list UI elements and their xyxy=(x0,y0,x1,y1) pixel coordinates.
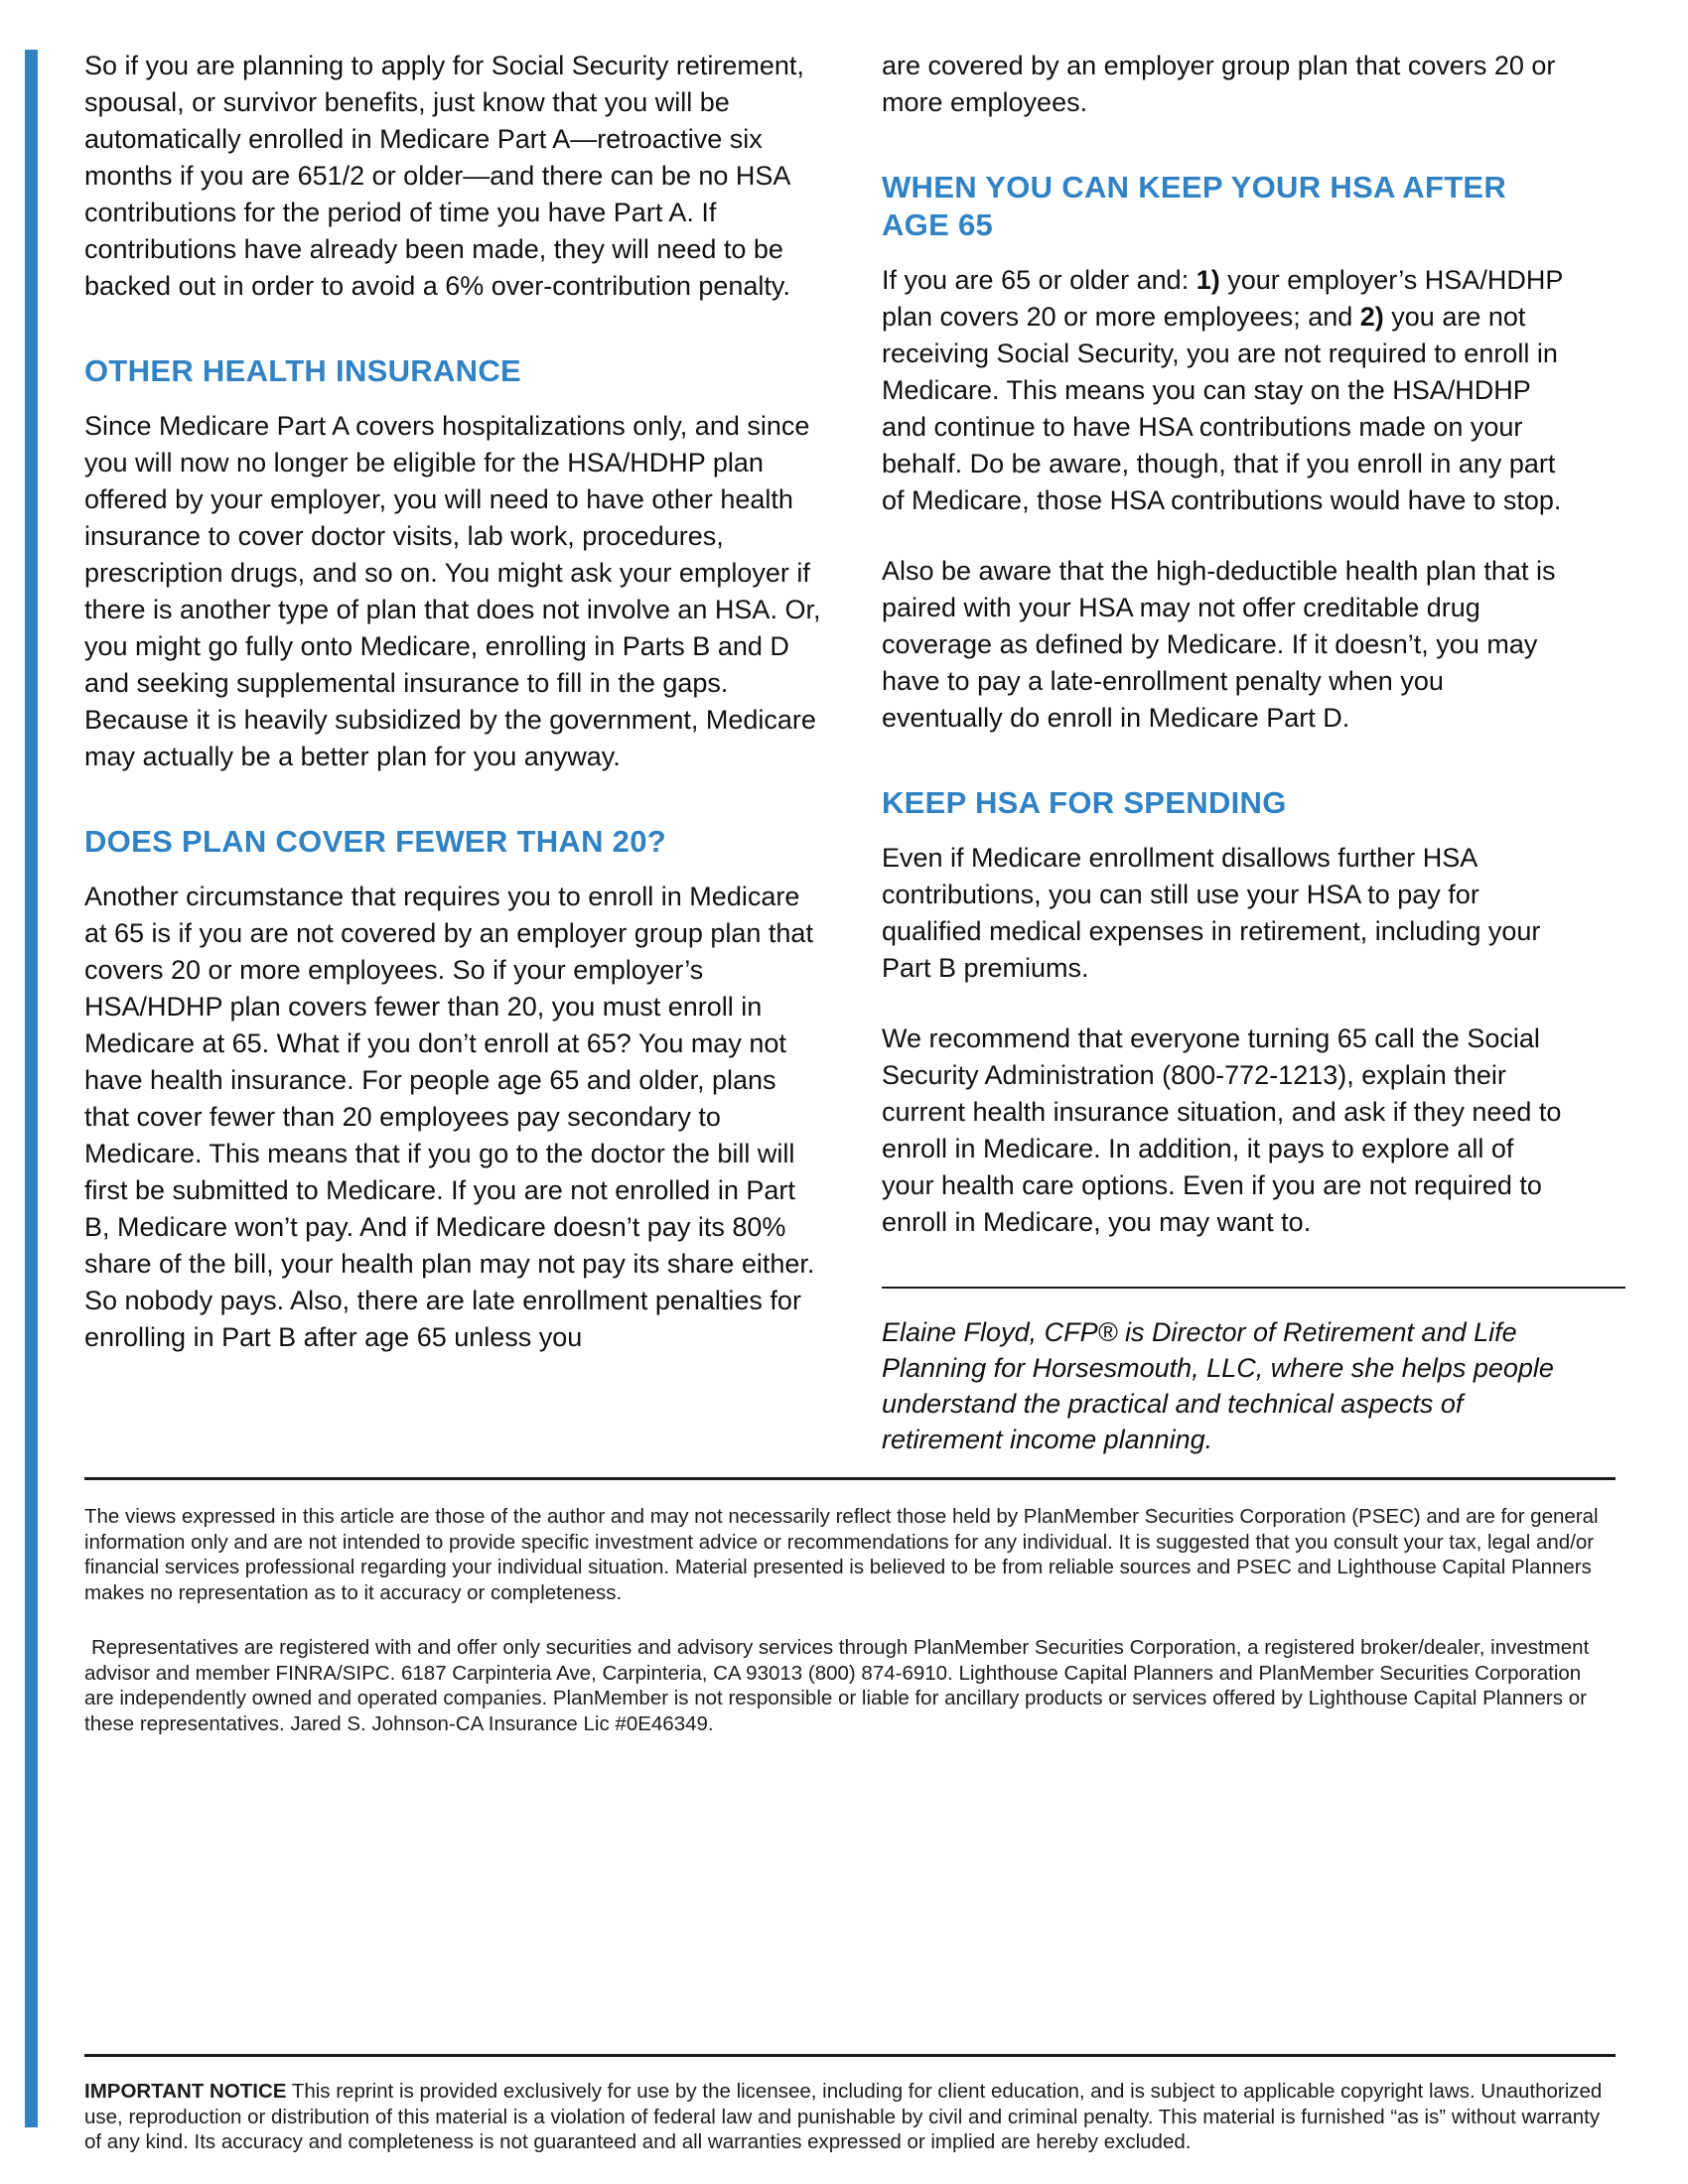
disclaimer-paragraph-views: The views expressed in this article are those of the author and may not necessarily reflect those held by PlanMember Securities Corporation (PSEC) and are for general information only and are not intended to provide specific investment advice or recommendations for any individual. It is suggested that you consult your tax, legal and/or financial services professional regarding your individual situation. Material presented is believed to be from reliable sources and PSEC and Lighthouse Capital Planners makes no representation as to it accuracy or completeness. xyxy=(84,1505,1599,1604)
article-paragraph-hsa-spending: Even if Medicare enrollment disallows further HSA contributions, you can still use your HSA to pay for qualified medical expenses in retirement, including your Part B premiums. xyxy=(882,843,1541,983)
section-heading-other-health-insurance: OTHER HEALTH INSURANCE xyxy=(84,353,522,388)
article-paragraph-drug-coverage: Also be aware that the high-deductible health plan that is paired with your HSA may not offer creditable drug coverage as defined by Medicare. If it doesn’t, you may have to pay a late-enrollment penalty when you eventually do enroll in Medicare Part D. xyxy=(882,556,1556,733)
article-content xyxy=(84,48,1616,2155)
section-heading-keep-hsa-for-spending: KEEP HSA FOR SPENDING xyxy=(882,785,1287,820)
important-notice xyxy=(84,2079,1616,2155)
disclaimer-paragraph-representatives: Representatives are registered with and offer only securities and advisory services through PlanMember Securities Corporation, a registered broker/dealer, investment advisor and member FINRA/SIPC. 6187 Carpinteria Ave, Carpinteria, CA 93013 (800) 874-6910. Lighthouse Capital Planners and PlanMember Securities Corporation are independently owned and operated companies. PlanMember is not responsible or liable for ancillary products or services offered by Lighthouse Capital Planners or these representatives. Jared S. Johnson-CA Insurance Lic #0E46349. xyxy=(84,1636,1590,1735)
footer-divider-top xyxy=(84,1477,1616,1480)
footer-divider-bottom xyxy=(84,2054,1616,2057)
bold-list-marker-2: 2) xyxy=(1359,302,1384,332)
paragraph-segment: you are not receiving Social Security, you are not required to enroll in Medicare. This means you can stay on the HSA/HDHP and continue to have HSA contributions made on your behalf. Do be aware, though, that if you enroll in any part of Medicare, those HSA contributions would have to stop. xyxy=(882,302,1562,515)
article-paragraph-fewer-than-20: Another circumstance that requires you to enroll in Medicare at 65 is if you are not covered by an employer group plan that covers 20 or more employees. So if your employer’s HSA/HDHP plan covers fewer than 20, you must enroll in Medicare at 65. What if you don’t enroll at 65? You may not have health insurance. For people age 65 and older, plans that cover fewer than 20 employees pay secondary to Medicare. This means that if you go to the doctor the bill will first be submitted to Medicare. If you are not enrolled in Part B, Medicare won’t pay. And if Medicare doesn’t pay its 80% share of the bill, your health plan may not pay its share either. So nobody pays. Also, there are late enrollment penalties for enrolling in Part B after age 65 unless you xyxy=(84,882,815,1352)
article-column-left xyxy=(84,48,824,1356)
important-notice-text: This reprint is provided exclusively for use by the licensee, including for client education, and is subject to applicable copyright laws. Unauthorized use, reproduction or distribution of this material is a violation of federal law and punishable by civil and criminal penalty. This material is furnished “as is” without warranty of any kind. Its accuracy and completeness is not guaranteed and all warranties expressed or implied are hereby excluded. xyxy=(84,2080,1603,2153)
paragraph-segment: your employer’s HSA/HDHP plan covers 20 or more employees; and xyxy=(882,265,1563,332)
article-paragraph-social-security: So if you are planning to apply for Social Security retirement, spousal, or survivor benefits, just know that you will be automatically enrolled in Medicare Part A—retroactive six months if you are 651/2 or older—and there can be no HSA contributions for the period of time you have Part A. If contributions have already been made, they will need to be backed out in order to avoid a 6% over-contribution penalty. xyxy=(84,51,804,301)
article-paragraph-keep-hsa-conditions xyxy=(882,262,1567,519)
section-heading-keep-hsa-after-65: WHEN YOU CAN KEEP YOUR HSA AFTER AGE 65 xyxy=(882,170,1507,242)
author-bio: Elaine Floyd, CFP® is Director of Retirement and Life Planning for Horsesmouth, LLC, where she helps people understand the practical and technical aspects of retirement income planning. xyxy=(882,1317,1554,1454)
article-column-right xyxy=(882,48,1567,1457)
article-paragraph-continuation: are covered by an employer group plan that covers 20 or more employees. xyxy=(882,51,1556,117)
author-bio-divider xyxy=(882,1287,1625,1289)
left-accent-bar xyxy=(25,50,38,2127)
paragraph-segment: If you are 65 or older and: xyxy=(882,265,1196,295)
article-columns xyxy=(84,48,1616,1457)
article-paragraph-recommendation: We recommend that everyone turning 65 call the Social Security Administration (800-772-1213), explain their current health insurance situation, and ask if they need to enroll in Medicare. In addition, it pays to explore all of your health care options. Even if you are not required to enroll in Medicare, you may want to. xyxy=(882,1024,1562,1237)
article-paragraph-other-insurance: Since Medicare Part A covers hospitalizations only, and since you will now no longer be eligible for the HSA/HDHP plan offered by your employer, you will need to have other health insurance to cover doctor visits, lab work, procedures, prescription drugs, and so on. You might ask your employer if there is another type of plan that does not involve an HSA. Or, you might go fully onto Medicare, enrolling in Parts B and D and seeking supplemental insurance to fill in the gaps. Because it is heavily subsidized by the government, Medicare may actually be a better plan for you anyway. xyxy=(84,411,821,771)
bold-list-marker-1: 1) xyxy=(1196,265,1220,295)
section-heading-does-plan-cover-fewer-than-20: DOES PLAN COVER FEWER THAN 20? xyxy=(84,824,666,859)
important-notice-label: IMPORTANT NOTICE xyxy=(84,2080,287,2103)
